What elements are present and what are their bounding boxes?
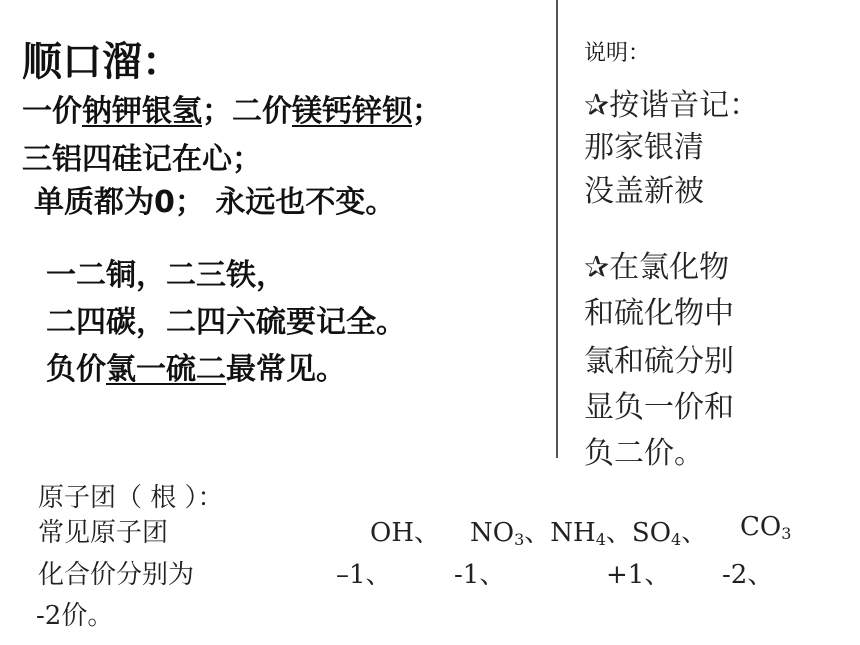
formula-oh: OH、: [370, 518, 440, 548]
notes-heading: 说明：: [584, 41, 651, 66]
rhyme-underlined: 镁钙锌钡: [292, 94, 412, 129]
rhyme-line-3: 单质都为0； 永远也不变。: [34, 185, 396, 220]
valence-value: -2、: [722, 560, 774, 590]
note-line-3: 没盖新被: [584, 174, 704, 209]
note-line-1: ✰按谐音记：: [584, 88, 760, 123]
note-line-8: 负二价。: [584, 436, 704, 471]
note-line-7: 显负一价和: [584, 390, 734, 425]
rhyme-text: ；: [412, 94, 442, 129]
formula-co3: [740, 512, 791, 543]
formula-no3-nh4-so4: [470, 512, 707, 549]
rhyme-line-5: 二四碳，二四六硫要记全。: [46, 305, 406, 340]
formula-subscript: 4: [595, 530, 606, 549]
note-line-5: 和硫化物中: [584, 296, 734, 331]
rhyme-line-2: 三铝四硅记在心；: [22, 142, 262, 177]
rhyme-text: 最常见。: [226, 352, 346, 387]
rhyme-text: 负价: [46, 352, 106, 387]
note-line-2: 那家银清: [584, 130, 704, 165]
formula-text: NO: [470, 518, 515, 548]
valence-row-label: 化合价分别为: [38, 560, 195, 590]
formula-text: 、SO: [605, 518, 672, 548]
rhyme-line-4: 一二铜，二三铁，: [46, 258, 286, 293]
valence-value: -1、: [454, 560, 506, 590]
rhyme-text: ；二价: [202, 94, 292, 129]
groups-title: 原子团（ 根 ）：: [38, 483, 224, 513]
formula-text: 、: [681, 518, 708, 548]
rhyme-line-6: [46, 344, 346, 388]
rhyme-line-1: [22, 86, 442, 130]
valence-value: –1、: [336, 560, 392, 590]
vertical-divider: [556, 0, 558, 458]
rhyme-underlined: 氯一硫二: [106, 352, 226, 387]
rhyme-underlined: 钠钾银氢: [82, 94, 202, 129]
page-title: 顺口溜：: [22, 39, 182, 85]
groups-row-label: 常见原子团: [38, 518, 169, 548]
formula-subscript: 3: [781, 524, 792, 543]
rhyme-text: 一价: [22, 94, 82, 129]
valence-value: +1、: [606, 560, 671, 590]
note-line-4: ✰在氯化物: [584, 250, 730, 285]
formula-subscript: 3: [514, 530, 525, 549]
note-line-6: 氯和硫分别: [584, 344, 734, 379]
formula-text: CO: [740, 512, 782, 542]
valence-row-end: -2价。: [36, 601, 114, 631]
formula-text: 、NH: [524, 518, 596, 548]
formula-subscript: 4: [671, 530, 682, 549]
